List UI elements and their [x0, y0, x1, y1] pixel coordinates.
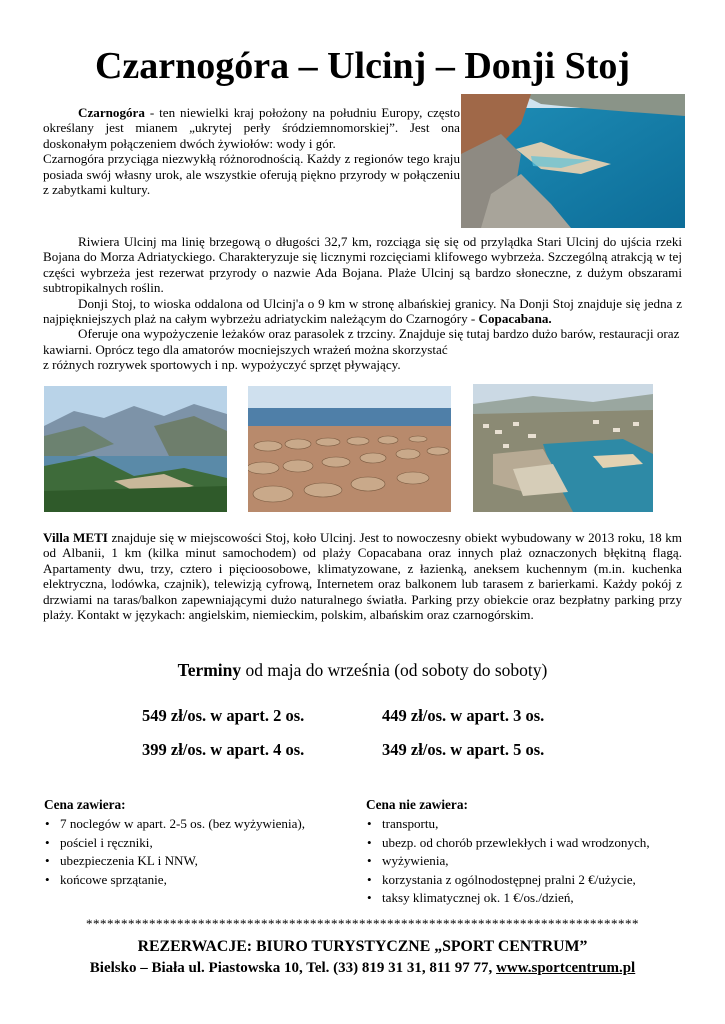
- list-item: • końcowe sprzątanie,: [44, 871, 354, 890]
- price-apart-3: 449 zł/os. w apart. 3 os.: [382, 706, 545, 725]
- list-item: • transportu,: [366, 815, 696, 834]
- excludes-heading: Cena nie zawiera:: [366, 797, 468, 812]
- terms-rest: od maja do września (od soboty do soboty): [241, 660, 548, 680]
- price-apart-4: 399 zł/os. w apart. 4 os.: [142, 740, 305, 759]
- bay-of-kotor-photo: [44, 386, 227, 512]
- list-item: • ubezp. od chorób przewlekłych i wad wrodzonych,: [366, 834, 696, 853]
- intro-p2: Czarnogóra przyciąga niezwykłą różnorodnością. Każdy z regionów tego kraju posiada swój własny urok, ale wszystkie oferują piękno przyrody w połączeniu z zabytkami kultury.: [43, 151, 460, 198]
- riviera-p3: Oferuje ona wypożyczenie leżaków oraz parasolek z trzciny. Znajduje się tutaj bardzo dużo barów, restauracji oraz kawiarni. Oprócz tego dla amatorów mocniejszych wrażeń można skorzystać: [43, 326, 680, 357]
- intro-bold-lead: Czarnogóra: [78, 105, 145, 120]
- footer-reservations: REZERWACJE: BIURO TURYSTYCZNE „SPORT CENTRUM”: [137, 938, 588, 955]
- intro-p1: - ten niewielki kraj położony na południu Europy, często określany jest mianem „ukrytej perły śródziemnomorskiej”. Jest ona doskonałym połączeniem dwóch żywiołów: wody i gór.: [43, 105, 460, 151]
- list-item: • 7 noclegów w apart. 2-5 os. (bez wyżywienia),: [44, 815, 354, 834]
- list-item: • ubezpieczenia KL i NNW,: [44, 852, 354, 871]
- price-includes: [44, 797, 354, 889]
- list-item: • taksy klimatycznej ok. 1 €/os./dzień,: [366, 889, 696, 908]
- price-excludes: [366, 797, 696, 908]
- intro-text: [43, 105, 460, 197]
- villa-text: [43, 530, 682, 622]
- terms-bold: Terminy: [177, 660, 242, 680]
- footer-address-text: Bielsko – Biała ul. Piastowska 10, Tel. (33) 819 31 31, 811 97 77,: [89, 960, 497, 976]
- riviera-text: [43, 234, 682, 373]
- footer-address: [0, 960, 725, 977]
- page-title: Czarnogóra – Ulcinj – Donji Stoj: [94, 45, 631, 87]
- copacabana-bold: Copacabana.: [478, 311, 552, 327]
- riviera-p1: Riwiera Ulcinj ma linię brzegową o długości 32,7 km, rozciąga się się od przylądka Stari Ulcinj do ujścia rzeki Bojana do Morza Adriatyckiego. Charakteryzuje się licznymi rozcięciami klifowego wybrzeża. Szczególną atrakcją w tej części wybrzeża jest rezerwat przyrody o nazwie Ada Bojana. Plaże Ulcinj są bardzo słoneczne, z dużym obszarami subtropikalnych roślin.: [43, 234, 682, 296]
- price-apart-2: 549 zł/os. w apart. 2 os.: [142, 706, 305, 725]
- price-apart-5: 349 zł/os. w apart. 5 os.: [382, 740, 545, 759]
- list-item: • wyżywienia,: [366, 852, 696, 871]
- villa-description: znajduje się w miejscowości Stoj, koło Ulcinj. Jest to nowoczesny obiekt wybudowany w 2013 roku, 18 km od Albanii, 1 km (kilka minut samochodem) od plaży Copacabana oraz innych plaż oznaczonych błękitną flagą. Apartamenty dwu, trzy, cztero i pięcioosobowe, klimatyzowane, z łazienką, aneksem kuchennym (m.in. kuchenka elektryczna, lodówka, czajnik), telewizją cyfrową, Internetem oraz balkonem lub tarasem z barierkami. Każdy pokój z drzwiami na taras/balkon zapewniającymi dużo naturalnego światła. Parking przy obiekcie oraz bezpłatny parking przy plaży. Kontakt w językach: angielskim, niemieckim, polskim, albańskim oraz czarnogórskim.: [43, 530, 682, 623]
- villa-name: Villa METI: [43, 530, 108, 545]
- excludes-list: [366, 815, 696, 908]
- list-item: • korzystania z ogólnodostępnej pralni 2 €/użycie,: [366, 871, 696, 890]
- riviera-p4: z różnych rozrywek sportowych i np. wypożyczyć sprzęt pływający.: [43, 357, 401, 373]
- includes-heading: Cena zawiera:: [44, 797, 126, 812]
- ulcinj-old-town-photo: [473, 384, 653, 512]
- includes-list: [44, 815, 354, 889]
- website-link[interactable]: www.sportcentrum.pl: [496, 960, 636, 976]
- riviera-p2: Donji Stoj, to wioska oddalona od Ulcinj'a o 9 km w stronę albańskiej granicy. Na Donji Stoj znajduje się jedna z najpiękniejszych plaż na całym wybrzeżu adriatyckim należącym do Czarnogóry -: [43, 295, 682, 327]
- beach-umbrellas-photo: [248, 386, 451, 512]
- star-separator: *******************************************************************************: [86, 916, 639, 931]
- coast-photo: [461, 94, 685, 228]
- terms-line: [0, 660, 725, 681]
- list-item: • pościel i ręczniki,: [44, 834, 354, 853]
